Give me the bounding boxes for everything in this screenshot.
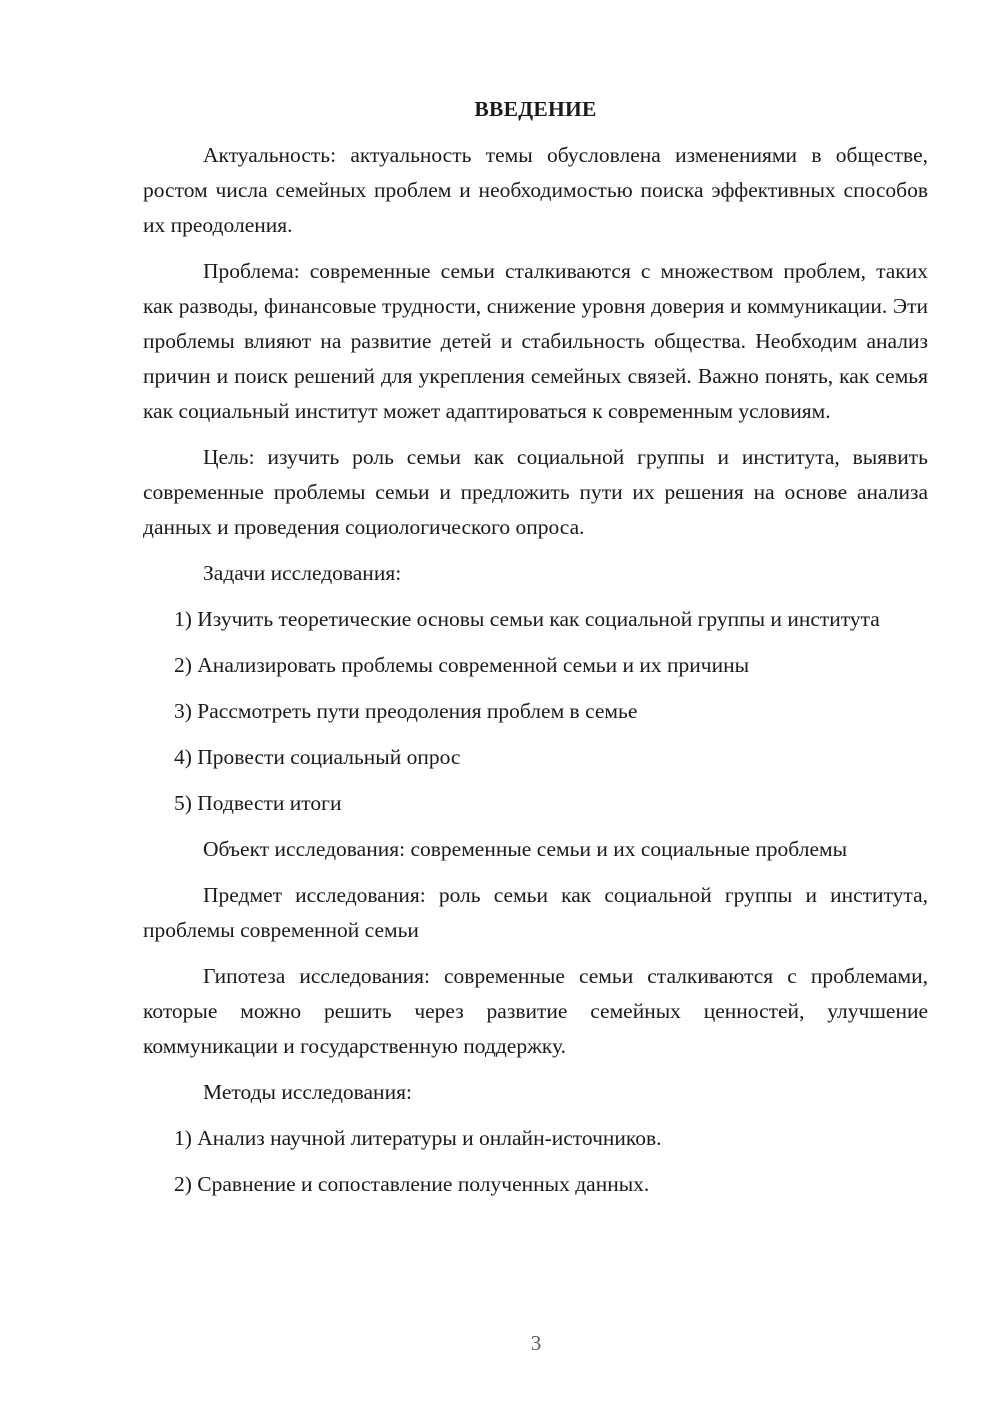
- document-page: [143, 92, 928, 1213]
- method-item-2: 2) Сравнение и сопоставление полученных данных.: [174, 1172, 650, 1196]
- problem-paragraph: Проблема: современные семьи сталкиваются с множеством проблем, таких как разводы, финансовые трудности, снижение уровня доверия и коммуникации. Эти проблемы влияют на развитие детей и стабильность общества. Необходим анализ причин и поиск решений для укрепления семейных связей. Важно понять, как семья как социальный институт может адаптироваться к современным условиям.: [143, 259, 928, 423]
- task-item-1: 1) Изучить теоретические основы семьи как социальной группы и института: [174, 607, 880, 631]
- tasks-label: Задачи исследования:: [203, 561, 402, 585]
- section-heading: ВВЕДЕНИЕ: [474, 97, 597, 121]
- methods-label: Методы исследования:: [203, 1080, 412, 1104]
- relevance-paragraph: Актуальность: актуальность темы обусловлена изменениями в обществе, ростом числа семейных проблем и необходимостью поиска эффективных способов их преодоления.: [143, 143, 928, 237]
- subject-paragraph: Предмет исследования: роль семьи как социальной группы и института, проблемы современной семьи: [143, 883, 928, 942]
- method-item-1: 1) Анализ научной литературы и онлайн-источников.: [174, 1126, 662, 1150]
- task-item-3: 3) Рассмотреть пути преодоления проблем в семье: [174, 699, 638, 723]
- hypothesis-paragraph: Гипотеза исследования: современные семьи сталкиваются с проблемами, которые можно решить через развитие семейных ценностей, улучшение коммуникации и государственную поддержку.: [143, 964, 928, 1058]
- task-item-2: 2) Анализировать проблемы современной семьи и их причины: [174, 653, 750, 677]
- object-paragraph: Объект исследования: современные семьи и их социальные проблемы: [203, 837, 848, 861]
- page-number: 3: [530, 1331, 542, 1355]
- goal-paragraph: Цель: изучить роль семьи как социальной группы и института, выявить современные проблемы семьи и предложить пути их решения на основе анализа данных и проведения социологического опроса.: [143, 445, 928, 539]
- task-item-5: 5) Подвести итоги: [174, 791, 342, 815]
- task-item-4: 4) Провести социальный опрос: [174, 745, 461, 769]
